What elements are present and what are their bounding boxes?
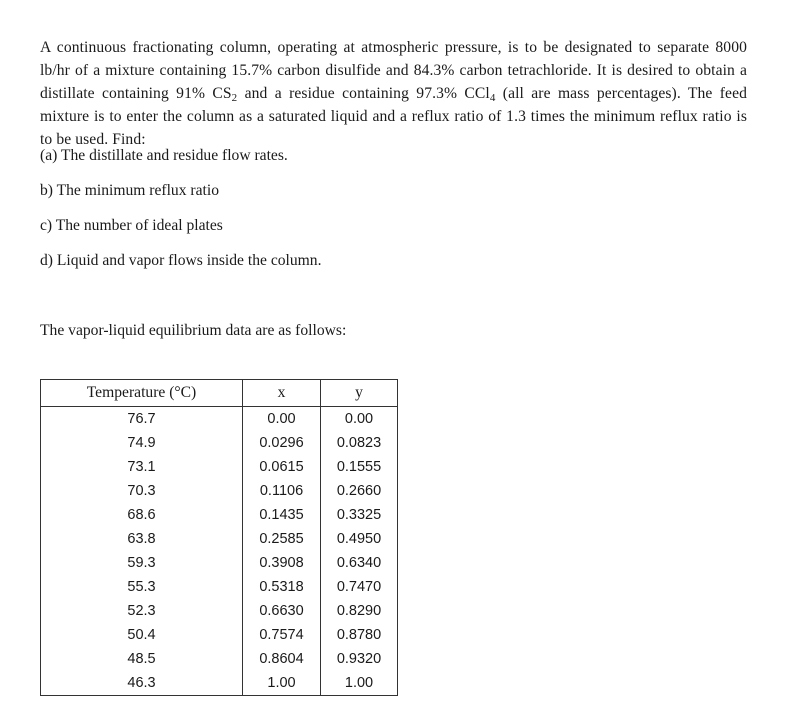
question-c: c) The number of ideal plates xyxy=(40,217,223,234)
subscript-4: 4 xyxy=(489,91,496,104)
table-row xyxy=(41,527,398,551)
cell-y: 0.9320 xyxy=(321,647,398,671)
header-temperature: Temperature (°C) xyxy=(41,380,243,407)
problem-text-3: (all are mass percentages). The feed mixture is to enter the column as a saturated liquid and a reflux ratio of 1.3 times the minimum reflux ratio is to be used. Find: xyxy=(40,84,747,148)
table-row xyxy=(41,503,398,527)
cell-y: 0.6340 xyxy=(321,551,398,575)
cell-temperature: 50.4 xyxy=(41,623,243,647)
header-x: x xyxy=(243,380,321,407)
table-row xyxy=(41,479,398,503)
cell-y: 1.00 xyxy=(321,671,398,696)
header-y: y xyxy=(321,380,398,407)
cell-x: 0.00 xyxy=(243,407,321,432)
cell-y: 0.8780 xyxy=(321,623,398,647)
cell-temperature: 76.7 xyxy=(41,407,243,432)
table-row xyxy=(41,455,398,479)
question-a: (a) The distillate and residue flow rates. xyxy=(40,147,288,164)
cell-x: 0.0296 xyxy=(243,431,321,455)
table-row xyxy=(41,647,398,671)
cell-y: 0.4950 xyxy=(321,527,398,551)
cell-y: 0.7470 xyxy=(321,575,398,599)
problem-text-1: A continuous fractionating column, operating at atmospheric pressure, is to be designated to separate 8000 lb/hr of a mixture containing 15.7% carbon disulfide and 84.3% carbon tetrachloride. It is desired to obtain a distillate containing 91% CS xyxy=(40,38,747,102)
cell-x: 0.5318 xyxy=(243,575,321,599)
table-header-row xyxy=(41,380,398,407)
cell-temperature: 59.3 xyxy=(41,551,243,575)
table-row xyxy=(41,623,398,647)
table-row xyxy=(41,599,398,623)
cell-x: 0.3908 xyxy=(243,551,321,575)
cell-temperature: 70.3 xyxy=(41,479,243,503)
cell-temperature: 48.5 xyxy=(41,647,243,671)
vle-intro: The vapor-liquid equilibrium data are as follows: xyxy=(40,322,347,339)
cell-temperature: 74.9 xyxy=(41,431,243,455)
cell-x: 0.1106 xyxy=(243,479,321,503)
cell-y: 0.1555 xyxy=(321,455,398,479)
cell-y: 0.0823 xyxy=(321,431,398,455)
cell-temperature: 73.1 xyxy=(41,455,243,479)
cell-x: 0.1435 xyxy=(243,503,321,527)
cell-x: 0.0615 xyxy=(243,455,321,479)
question-b: b) The minimum reflux ratio xyxy=(40,182,220,199)
table-body xyxy=(41,407,398,696)
problem-text-2: and a residue containing 97.3% CCl xyxy=(237,84,490,102)
subscript-2: 2 xyxy=(231,91,238,104)
question-d: d) Liquid and vapor flows inside the column. xyxy=(40,252,322,269)
cell-x: 0.7574 xyxy=(243,623,321,647)
vle-table xyxy=(40,379,398,696)
cell-y: 0.3325 xyxy=(321,503,398,527)
cell-temperature: 55.3 xyxy=(41,575,243,599)
table-row xyxy=(41,431,398,455)
table-row xyxy=(41,407,398,432)
cell-x: 0.6630 xyxy=(243,599,321,623)
cell-x: 0.8604 xyxy=(243,647,321,671)
cell-y: 0.8290 xyxy=(321,599,398,623)
table-row xyxy=(41,575,398,599)
cell-x: 0.2585 xyxy=(243,527,321,551)
cell-temperature: 68.6 xyxy=(41,503,243,527)
cell-temperature: 46.3 xyxy=(41,671,243,696)
cell-y: 0.00 xyxy=(321,407,398,432)
problem-statement xyxy=(40,36,747,151)
cell-temperature: 63.8 xyxy=(41,527,243,551)
table-row xyxy=(41,671,398,696)
table-row xyxy=(41,551,398,575)
cell-x: 1.00 xyxy=(243,671,321,696)
cell-temperature: 52.3 xyxy=(41,599,243,623)
cell-y: 0.2660 xyxy=(321,479,398,503)
